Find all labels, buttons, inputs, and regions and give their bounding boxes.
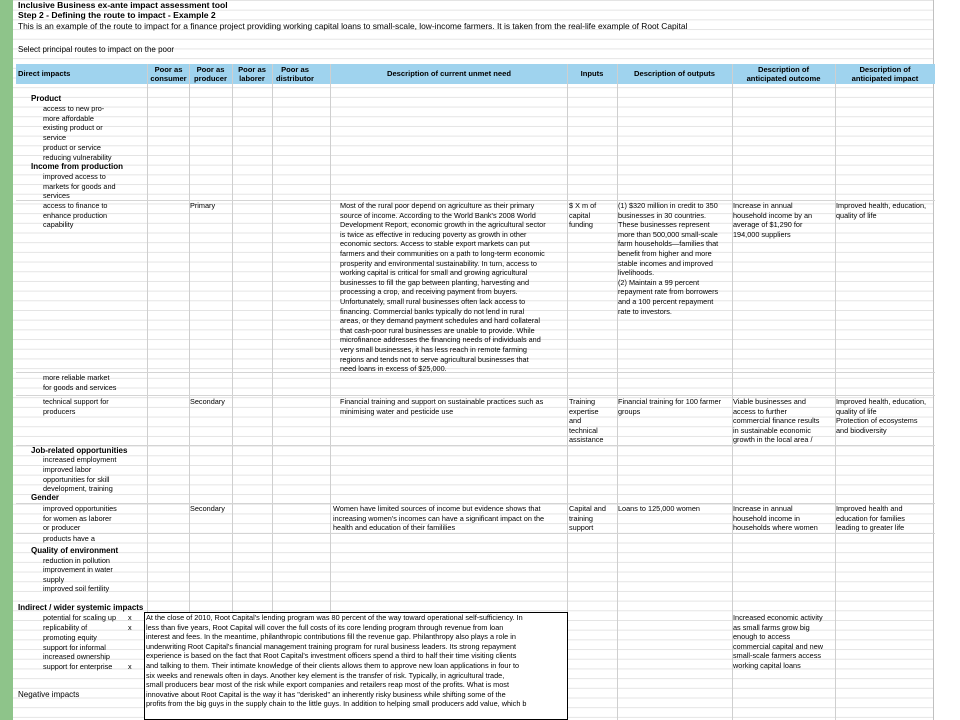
technical-impact[interactable]: Improved health, education, quality of life Protection of ecosystems and biodiversity <box>836 397 927 435</box>
technical-unmet-need[interactable]: Financial training and support on sustainable practices such as minimising water and pesticide use <box>340 397 544 416</box>
item-technical-support[interactable]: technical support for producers <box>43 397 109 416</box>
finance-unmet-need[interactable]: Most of the rural poor depend on agriculture as their primary source of income. According to the World Bank's 2008 World Development Report, economic growth in the agricultural sector is twice as effective in reducing poverty as growth in other economic sectors. Access to stable export markets can put farmers and their communities on a path to long-term economic prosperity and environmental sustainability. In turn, access to working capital is critical for small and growing agricultural businesses to fill the gap between planting, harvesting and processing a crop, and receiving payment from buyers. Unfortunately, small rural businesses often lack access to financing. Commercial banks typically do not lend in rural areas, or they demand payment schedules and hard collateral that cash-poor rural businesses are unable to provide. While microfinance addresses the financing needs of individuals and very small businesses, it has less reach in remote farming regions and tends not to serve agricultural businesses that need loans in excess of $25,000. <box>340 201 546 374</box>
header-inputs: Inputs <box>580 69 604 79</box>
right-margin <box>933 0 960 720</box>
item-support-enterprise[interactable]: support for enterprise <box>43 662 113 671</box>
indirect-note-text[interactable]: At the close of 2010, Root Capital's lending program was 80 percent of the way toward operational self-sufficiency. In less than five years, Root Capital will cover the full costs of its core lending program through revenue from loan interest and fees. In the meantime, philanthropic contributions fill the revenue gap. Philanthropy also plays a role in underwriting Root Capital's financial management training program for rural business leaders. Its strong repayment experience is based on the fact that Root Capital's investment officers spend a third to half their time visiting clients and talking to them. Their intimate knowledge of their clients allows them to approve new loan applications in four to six weeks and renewals often in days. Another key element is the transfer of risk. Typically, in agricultural trade, small producers bear most of the risk while export companies and retailers reap most of the profits. What is most innovative about Root Capital is the way it has "derisked" an inherently risky business while shifting some of the profits from the big guys in the supply chain to the little guys. In addition to helping small producers add value, which b <box>146 613 527 709</box>
col-sep <box>617 64 618 720</box>
indirect-outcome[interactable]: Increased economic activity as small farms grow big enough to access commercial capital and new small-scale farmers access working capital loans <box>733 613 824 670</box>
technical-outcome[interactable]: Viable businesses and access to further commercial finance results in sustainable economic growth in the local area / <box>733 397 820 445</box>
women-impact[interactable]: Improved health and education for families leading to greater life <box>836 504 905 533</box>
technical-inputs[interactable]: Training expertise and technical assistance <box>569 397 604 445</box>
finance-outputs[interactable]: (1) $320 million in credit to 350 businesses in 30 countries. These businesses represent more than 500,000 small-scale farm households—families that benefit from higher and more stable incomes and improved livelihoods. (2) Maintain a 99 percent repayment rate from borrowers and a 100 percent repayment rate to investors. <box>618 201 719 316</box>
finance-impact[interactable]: Improved health, education, quality of life <box>836 201 927 220</box>
item-reliable-market[interactable]: more reliable market for goods and services <box>43 373 117 392</box>
header-poor-producer: Poor as producer <box>194 64 227 83</box>
row-sep <box>16 395 935 396</box>
header-direct-impacts: Direct impacts <box>18 69 71 79</box>
item-reduction-pollution[interactable]: reduction in pollution <box>43 556 110 565</box>
mark-support-enterprise[interactable]: x <box>128 662 132 671</box>
section-income: Income from production <box>31 162 123 171</box>
technical-producer-level[interactable]: Secondary <box>190 397 225 406</box>
header-poor-distributor: Poor as distributor <box>276 64 314 83</box>
item-products-have[interactable]: products have a <box>43 534 95 543</box>
item-reducing-vulnerability[interactable]: product or service reducing vulnerability <box>43 143 112 162</box>
header-impact: Description of anticipated impact <box>851 64 919 83</box>
mark-scaling-up[interactable]: x <box>128 613 132 622</box>
item-new-product[interactable]: access to new pro- more affordable existing product or service <box>43 104 105 142</box>
item-water-supply[interactable]: improvement in water supply <box>43 565 113 584</box>
item-support-informal[interactable]: support for informal <box>43 643 106 652</box>
item-increased-ownership[interactable]: increased ownership <box>43 652 110 661</box>
women-producer-level[interactable]: Secondary <box>190 504 225 513</box>
section-indirect: Indirect / wider systemic impacts <box>18 603 144 612</box>
tool-title: Inclusive Business ex-ante impact assessment tool <box>18 0 228 10</box>
item-promoting-equity[interactable]: promoting equity <box>43 633 97 642</box>
header-unmet-need: Description of current unmet need <box>386 69 512 79</box>
item-labor-opportunities[interactable]: improved labor opportunities for skill development, training <box>43 465 113 494</box>
section-product: Product <box>31 94 62 103</box>
women-inputs[interactable]: Capital and training support <box>569 504 606 533</box>
mark-replicability[interactable]: x <box>128 623 132 632</box>
technical-outputs[interactable]: Financial training for 100 farmer groups <box>618 397 722 416</box>
item-replicability[interactable]: replicability of <box>43 623 88 632</box>
instruction-text: Select principal routes to impact on the poor <box>18 45 175 54</box>
finance-producer-level[interactable]: Primary <box>190 201 216 210</box>
item-increased-employment[interactable]: increased employment <box>43 455 117 464</box>
col-sep <box>835 64 836 720</box>
step-title: Step 2 - Defining the route to impact - Example 2 <box>18 10 216 20</box>
item-soil-fertility[interactable]: improved soil fertility <box>43 584 110 593</box>
row-sep <box>16 533 935 534</box>
header-outputs: Description of outputs <box>634 69 715 79</box>
header-poor-consumer: Poor as consumer <box>150 64 187 83</box>
finance-outcome[interactable]: Increase in annual household income by an average of $1,290 for 194,000 suppliers <box>733 201 813 239</box>
women-outputs[interactable]: Loans to 125,000 women <box>618 504 700 513</box>
section-gender: Gender <box>31 493 60 502</box>
finance-inputs[interactable]: $ X m of capital funding <box>569 201 597 230</box>
section-negative: Negative impacts <box>18 690 80 699</box>
section-job: Job-related opportunities <box>31 446 128 455</box>
header-poor-laborer: Poor as laborer <box>238 64 266 83</box>
women-unmet-need[interactable]: Women have limited sources of income but evidence shows that increasing women's incomes can have a significant impact on the health and education of their famililies <box>333 504 545 533</box>
example-description: This is an example of the route to impact for a finance project providing working capital loans to small-scale, low-income farmers. It is taken from the real-life example of Root Capital <box>18 21 688 31</box>
women-outcome[interactable]: Increase in annual household income in households where women <box>733 504 818 533</box>
item-opportunities-women[interactable]: improved opportunities for women as laborer or producer <box>43 504 117 533</box>
section-environment: Quality of environment <box>31 546 119 555</box>
row-sep <box>16 445 935 446</box>
item-access-finance[interactable]: access to finance to enhance production capability <box>43 201 108 230</box>
item-improved-market-access[interactable]: improved access to markets for goods and services <box>43 172 116 201</box>
header-outcome: Description of anticipated outcome <box>746 64 821 83</box>
item-scaling-up[interactable]: potential for scaling up <box>43 613 117 622</box>
row-header-strip <box>0 0 13 720</box>
